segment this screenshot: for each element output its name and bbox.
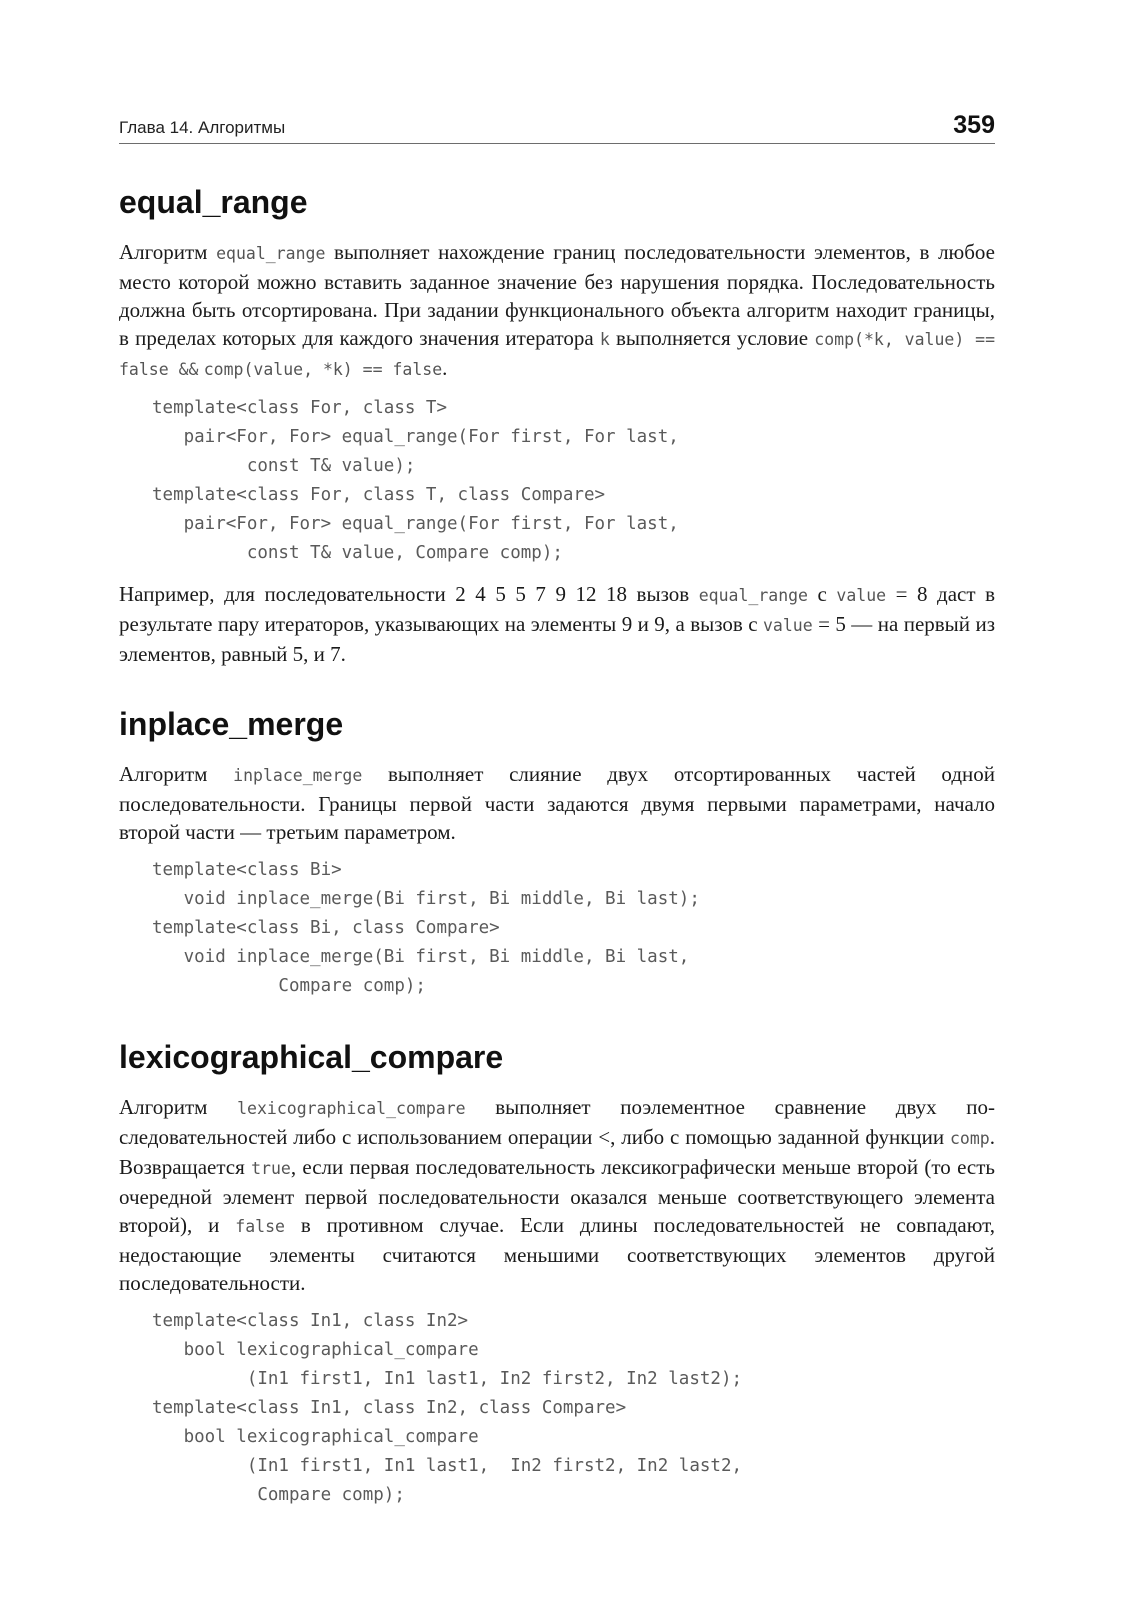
section-inplace-merge: [119, 706, 995, 1001]
code-listing: template<class In1, class In2> bool lexicographical_compare (In1 first1, In1 last1, In2 first2, In2 last2); template<class In1, class In2, class Compare> bool lexicographical_compare (In1 first1, In1 last1, In2 first2, In2 last2, Compare comp);: [152, 1311, 743, 1505]
section-equal-range: [119, 184, 995, 668]
inline-code: equal_range: [698, 586, 808, 605]
inline-code: comp(value, *k) == false: [203, 360, 443, 379]
inline-code: k: [599, 330, 610, 349]
inline-code: false: [235, 1217, 285, 1236]
section-intro: Алгоритм lexicographical_compare выполняет поэлементное сравнение двух последовательностей либо с использованием операции <, либо с помощью заданной функции comp. Возвращается true, если первая последовательность лексикографически меньше второй (то есть очередной элемент первой последовательности оказался меньше соответствующего элемента второй), и false в противном случае. Если длины последовательностей не совпадают, недостающие элементы считаются меньшими соответствующих элементов другой последовательности.: [119, 1095, 996, 1295]
code-listing: template<class Bi> void inplace_merge(Bi first, Bi middle, Bi last); template<class Bi, class Compare> void inplace_merge(Bi first, Bi middle, Bi last, Compare comp);: [152, 860, 700, 996]
page-number: 359: [953, 111, 995, 139]
section-heading: inplace_merge: [119, 706, 344, 742]
section-intro: Алгоритм equal_range выполняет нахождение границ последовательности элементов, в любое место которой можно вставить заданное значение без нарушения порядка. Последовательность должна быть отсортирована. При задании функционального объекта алгоритм находит границы, в пределах которых для каждого значения итератора k выполняется условие comp(*k, value) == false && comp(value, *k) == false.: [119, 240, 996, 380]
section-lexicographical-compare: [119, 1039, 995, 1510]
inline-code: lexicographical_compare: [237, 1099, 466, 1118]
inline-code: equal_range: [216, 244, 326, 263]
example-paragraph: Например, для последовательности 2 4 5 5 7 9 12 18 вызов equal_range с value = 8 даст в результате пару итераторов, указывающих на элементы 9 и 9, а вызов с value = 5 — на первый из элементов, равный 5, и 7.: [119, 582, 995, 666]
section-heading: equal_range: [119, 184, 308, 220]
inline-code: value: [836, 586, 887, 605]
running-header: [119, 108, 995, 144]
inline-code: value: [763, 616, 813, 635]
inline-code: comp(*k, value) == false &&: [119, 330, 996, 379]
book-page: [119, 108, 995, 1510]
code-listing: template<class For, class T> pair<For, For> equal_range(For first, For last, const T& value); template<class For, class T, class Compare> pair<For, For> equal_range(For first, For last, const T& value, Compare comp);: [152, 398, 679, 563]
inline-code: comp: [950, 1129, 990, 1148]
section-heading: lexicographical_compare: [119, 1039, 504, 1075]
inline-code: inplace_merge: [233, 766, 363, 785]
inline-code: true: [251, 1159, 291, 1178]
chapter-title: Глава 14. Алгоритмы: [119, 118, 286, 137]
section-intro: Алгоритм inplace_merge выполняет слияние двух отсортированных частей одной последовательности. Границы первой части задаются двумя первыми параметрами, начало второй части — третьим параметром.: [119, 762, 995, 844]
